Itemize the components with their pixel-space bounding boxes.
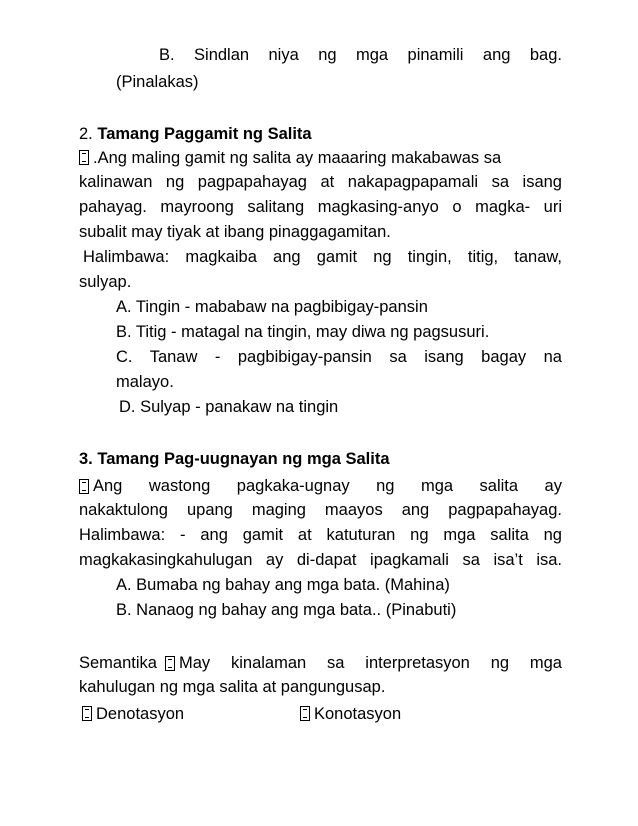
list-item: B. Titig - matagal na tingin, may diwa ng pagsusuri. [116, 323, 490, 341]
paragraph-line: subalit may tiyak at ibang pinaggagamitan. [79, 223, 391, 241]
paragraph-line: magkakasingkahulugan ay di-dapat ipagkamali sa isa’t isa. [79, 551, 562, 569]
paragraph-line: nakaktulong upang maging maayos ang pagpapahayag. [79, 501, 562, 519]
list-item: C. Tanaw - pagbibigay-pansin sa isang bagay na [116, 348, 562, 366]
section-2-heading [79, 124, 312, 146]
paragraph-line: kalinawan ng pagpapahayag at nakapagpapamali sa isang [79, 173, 562, 191]
example-intro-line: Halimbawa: magkaiba ang gamit ng tingin, titig, tanaw, [83, 248, 562, 266]
paragraph-line: Halimbawa: - ang gamit at katuturan ng mga salita ng [79, 526, 562, 544]
semantika-line: Semantika May kinalaman sa interpretasyon ng mga [79, 654, 562, 672]
section-2-title: Tamang Paggamit ng Salita [97, 125, 312, 143]
bullet-icon [165, 656, 175, 671]
denotasyon-item: Denotasyon [82, 704, 184, 726]
paragraph-line: kahulugan ng mga salita at pangungusap. [79, 678, 386, 696]
semantika-term: Semantika [79, 654, 157, 672]
bullet-icon [300, 706, 310, 721]
section-2-number: 2. [79, 125, 93, 143]
paragraph-line: .Ang maling gamit ng salita ay maaaring makabawas sa [79, 148, 562, 170]
konotasyon-item: Konotasyon [300, 704, 401, 726]
section-3-title: 3. Tamang Pag-uugnayan ng mga Salita [79, 450, 390, 468]
paragraph-line: Ang wastong pagkaka-ugnay ng mga salita ay [79, 475, 562, 497]
example-b-note: (Pinalakas) [116, 73, 199, 91]
paragraph-line: pahayag. mayroong salitang magkasing-anyo o magka- uri [79, 198, 562, 216]
paragraph-line: sulyap. [79, 273, 132, 291]
list-item: A. Tingin - mababaw na pagbibigay-pansin [116, 298, 428, 316]
bullet-icon [82, 706, 92, 721]
list-item-continued: malayo. [116, 373, 174, 391]
list-item: B. Nanaog ng bahay ang mga bata.. (Pinabuti) [116, 601, 457, 619]
bullet-icon [79, 479, 89, 494]
list-item: D. Sulyap - panakaw na tingin [119, 398, 339, 416]
example-b-line: B. Sindlan niya ng mga pinamili ang bag. [159, 46, 562, 64]
bullet-icon [79, 150, 89, 165]
list-item: A. Bumaba ng bahay ang mga bata. (Mahina) [116, 576, 450, 594]
